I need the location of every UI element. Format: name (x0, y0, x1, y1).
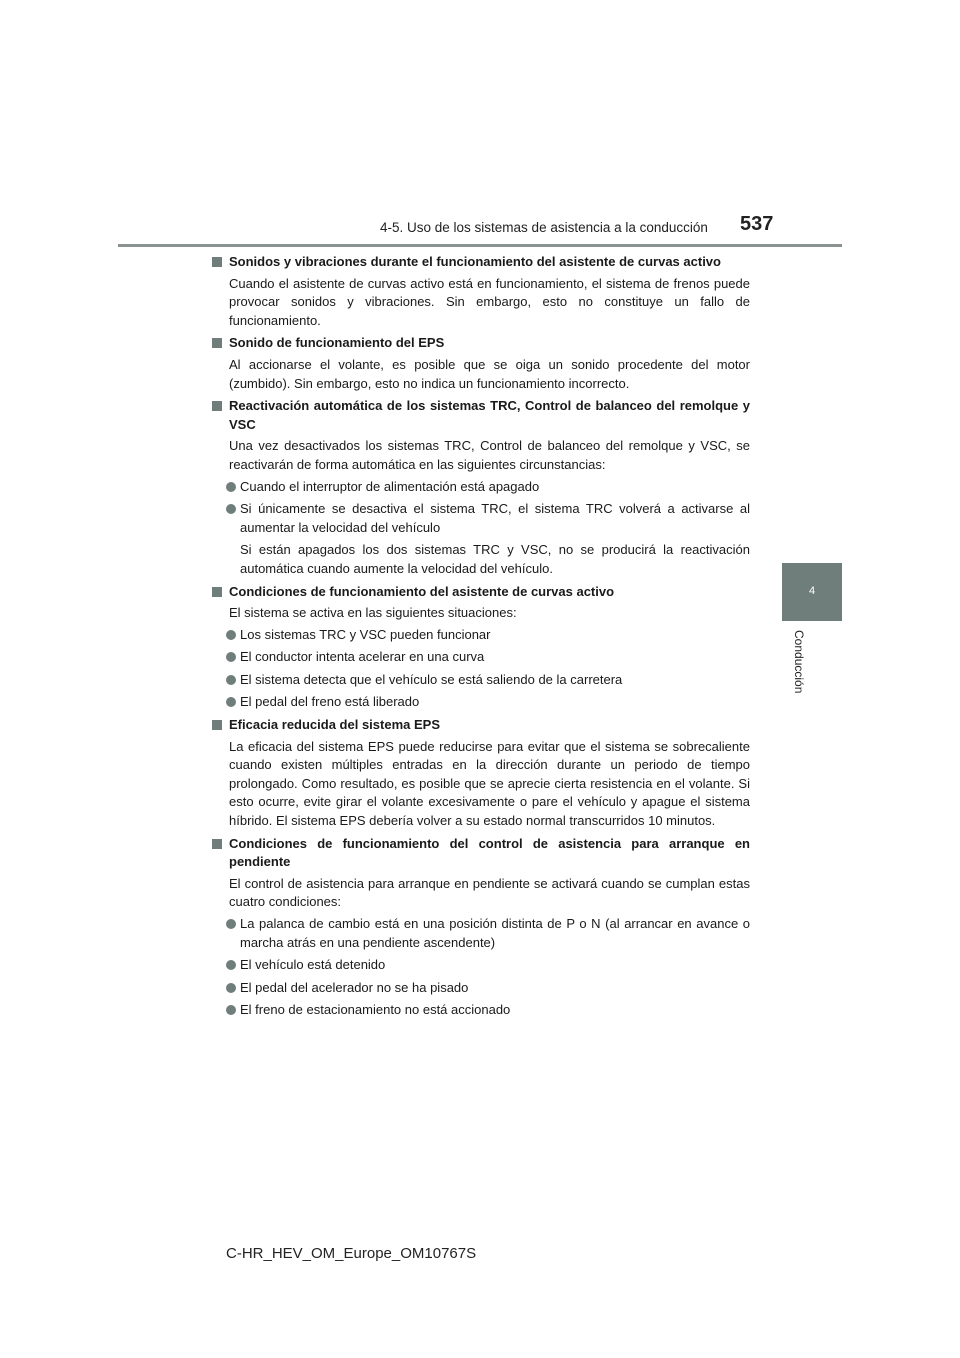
list-item: Los sistemas TRC y VSC pueden funcionar (212, 626, 750, 645)
main-content (212, 253, 750, 1024)
section-heading: Eficacia reducida del sistema EPS (212, 716, 750, 735)
section-heading: Condiciones de funcionamiento del asistente de curvas activo (212, 583, 750, 602)
section-cornering-conditions (212, 583, 750, 713)
list-item: El freno de estacionamiento no está accionado (212, 1001, 750, 1020)
round-bullet-icon (226, 960, 236, 970)
round-bullet-icon (226, 919, 236, 929)
round-bullet-icon (226, 983, 236, 993)
section-auto-reactivation (212, 397, 750, 578)
round-bullet-icon (226, 1005, 236, 1015)
square-bullet-icon (212, 720, 222, 730)
section-paragraph: Cuando el asistente de curvas activo está en funcionamiento, el sistema de frenos puede provocar sonidos y vibraciones. Sin embargo, esto no constituye un fallo de funcionamiento. (229, 275, 750, 328)
round-bullet-icon (226, 675, 236, 685)
page-number: 537 (740, 213, 774, 235)
section-eps-reduced (212, 716, 750, 831)
section-heading: Sonidos y vibraciones durante el funcionamiento del asistente de curvas activo (212, 253, 750, 272)
list-item: La palanca de cambio está en una posición distinta de P o N (al arrancar en avance o marcha atrás en una pendiente ascendente) (212, 915, 750, 952)
section-heading: Reactivación automática de los sistemas TRC, Control de balanceo del remolque y VSC (212, 397, 750, 434)
section-header: 4-5. Uso de los sistemas de asistencia a la conducción (380, 220, 708, 235)
section-sounds-vibrations (212, 253, 750, 330)
section-heading: Condiciones de funcionamiento del control de asistencia para arranque en pendiente (212, 835, 750, 872)
section-paragraph: Una vez desactivados los sistemas TRC, Control de balanceo del remolque y VSC, se reactivarán de forma automática en las siguientes circunstancias: (229, 438, 750, 472)
section-note: Si están apagados los dos sistemas TRC y VSC, no se producirá la reactivación automática cuando aumente la velocidad del vehículo. (240, 542, 750, 576)
square-bullet-icon (212, 839, 222, 849)
bullet-list (212, 915, 750, 1020)
list-item: El conductor intenta acelerar en una curva (212, 648, 750, 667)
section-eps-sound (212, 334, 750, 393)
section-heading: Sonido de funcionamiento del EPS (212, 334, 750, 353)
list-item: El sistema detecta que el vehículo se está saliendo de la carretera (212, 671, 750, 690)
round-bullet-icon (226, 630, 236, 640)
square-bullet-icon (212, 257, 222, 267)
section-paragraph: El control de asistencia para arranque en pendiente se activará cuando se cumplan estas cuatro condiciones: (229, 875, 750, 910)
round-bullet-icon (226, 482, 236, 492)
section-hill-start-conditions (212, 835, 750, 1020)
list-item: El vehículo está detenido (212, 956, 750, 975)
round-bullet-icon (226, 697, 236, 707)
bullet-list (212, 478, 750, 538)
round-bullet-icon (226, 652, 236, 662)
list-item: Si únicamente se desactiva el sistema TRC, el sistema TRC volverá a activarse al aumentar la velocidad del vehículo (212, 500, 750, 537)
section-paragraph: El sistema se activa en las siguientes situaciones: (229, 605, 517, 621)
round-bullet-icon (226, 504, 236, 514)
square-bullet-icon (212, 587, 222, 597)
chapter-label: Conducción (792, 630, 806, 694)
list-item: Cuando el interruptor de alimentación está apagado (212, 478, 750, 497)
square-bullet-icon (212, 338, 222, 348)
section-paragraph: Al accionarse el volante, es posible que se oiga un sonido procedente del motor (zumbido). Sin embargo, esto no indica un funcionamiento incorrecto. (229, 356, 750, 391)
chapter-tab[interactable] (782, 563, 842, 621)
header-divider (118, 244, 842, 247)
section-paragraph: La eficacia del sistema EPS puede reducirse para evitar que el sistema se sobrecaliente cuando existen múltiples entradas en la dirección durante un periodo de tiempo prolongado. Como resultado, es posible que se aprecie cierta resistencia en el volante. Si esto ocurre, evite girar el volante excesivamente o pare el vehículo y apague el sistema híbrido. El sistema EPS debería volver a su estado normal transcurridos 10 minutos. (229, 738, 750, 829)
list-item: El pedal del acelerador no se ha pisado (212, 979, 750, 998)
chapter-number: 4 (808, 585, 816, 597)
document-id: C-HR_HEV_OM_Europe_OM10767S (226, 1245, 477, 1262)
bullet-list (212, 626, 750, 712)
list-item: El pedal del freno está liberado (212, 693, 750, 712)
square-bullet-icon (212, 401, 222, 411)
